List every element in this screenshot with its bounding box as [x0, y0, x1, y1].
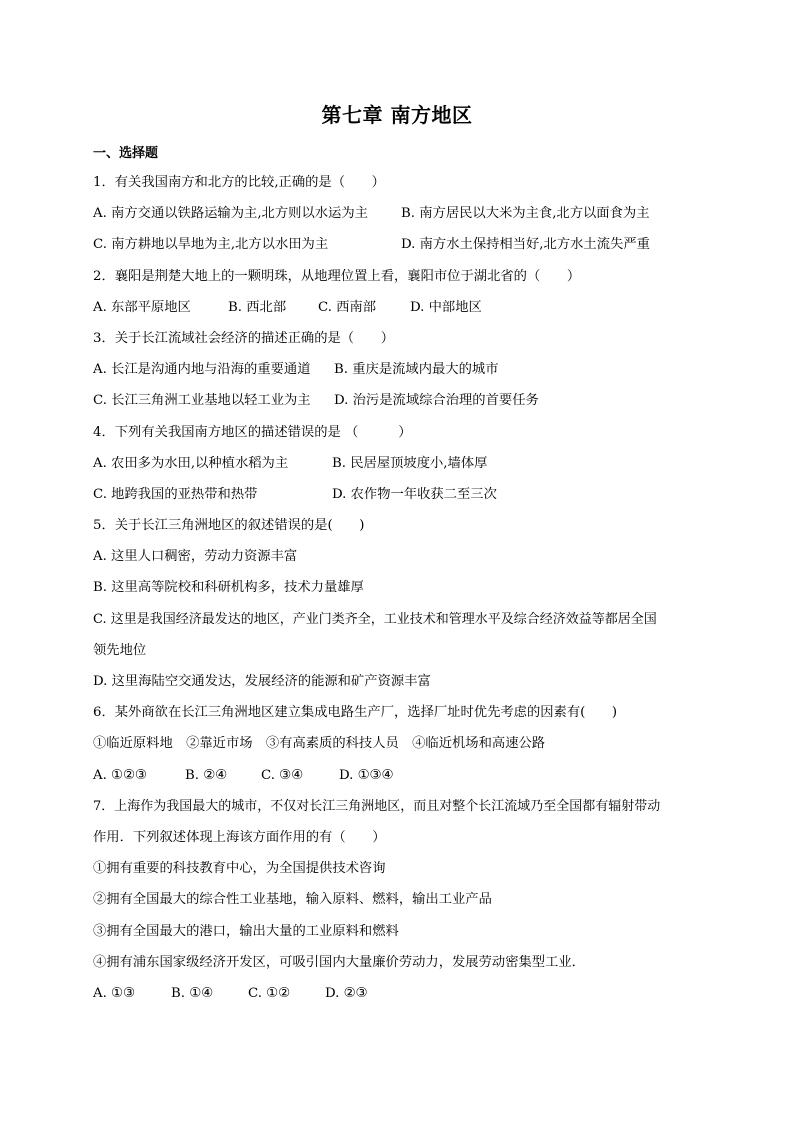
section-heading: 一、选择题	[93, 146, 159, 161]
page-title: 第七章 南方地区	[321, 103, 473, 127]
question-4-option-b: B. 民居屋顶坡度小,墙体厚	[332, 455, 488, 471]
question-4-stem: 4．下列有关我国南方地区的描述错误的是 （ ）	[93, 424, 412, 440]
question-5-option-b: B. 这里高等院校和科研机构多，技术力量雄厚	[93, 580, 364, 596]
question-2-stem: 2．襄阳是荆楚大地上的一颗明珠，从地理位置上看，襄阳市位于湖北省的（ ）	[93, 268, 581, 284]
question-7-option-c: C. ①②	[248, 985, 290, 1001]
question-5-option-d: D. 这里海陆空交通发达，发展经济的能源和矿产资源丰富	[93, 674, 431, 689]
question-7-stem: 7．上海作为我国最大的城市，不仅对长江三角洲地区，而且对整个长江流域乃至全国都有辐射带动	[93, 798, 661, 814]
question-3-option-b: B. 重庆是流域内最大的城市	[334, 362, 499, 378]
question-list	[93, 172, 708, 1014]
question-5-stem: 5．关于长江三角洲地区的叙述错误的是( )	[93, 518, 365, 534]
question-1-stem: 1．有关我国南方和北方的比较,正确的是（ ）	[93, 175, 385, 190]
question-5-option-a: A. 这里人口稠密，劳动力资源丰富	[93, 549, 298, 565]
question-4-options-cd	[93, 484, 708, 515]
question-7-stem-continued: 作用．下列叙述体现上海该方面作用的有（ ）	[93, 829, 386, 845]
question-3-option-a: A. 长江是沟通内地与沿海的重要通道	[93, 362, 311, 378]
question-1-options-ab	[93, 203, 708, 234]
question-6-option-b: B. ②④	[185, 767, 228, 783]
question-7-option-a: A. ①③	[93, 985, 135, 1001]
question-3-option-d: D. 治污是流域综合治理的首要任务	[334, 393, 539, 409]
question-6-option-c: C. ③④	[261, 767, 303, 783]
question-6-option-d: D. ①③④	[339, 767, 394, 783]
question-2-option-b: B. 西北部	[228, 299, 287, 315]
question-4-option-a: A. 农田多为水田,以种植水稻为主	[93, 455, 289, 471]
question-2-option-d: D. 中部地区	[410, 299, 482, 315]
question-1-option-b: B. 南方居民以大米为主食,北方以面食为主	[401, 206, 650, 222]
question-7-item-2: ②拥有全国最大的综合性工业基地，输入原料、燃料，输出工业产品	[93, 892, 492, 908]
question-1-option-c: C. 南方耕地以旱地为主,北方以水田为主	[93, 237, 329, 253]
question-5-option-c-continued: 领先地位	[93, 642, 147, 658]
question-7-item-3: ③拥有全国最大的港口，输出大量的工业原料和燃料	[93, 923, 399, 939]
question-2-option-c: C. 西南部	[318, 299, 377, 315]
question-2-options	[93, 297, 708, 328]
question-6-items: ①临近原料地 ②靠近市场 ③有高素质的科技人员 ④临近机场和高速公路	[93, 736, 546, 752]
question-7-item-1: ①拥有重要的科技教育中心，为全国提供技术咨询	[93, 861, 386, 877]
question-3-options-ab	[93, 359, 708, 390]
question-1-option-a: A. 南方交通以铁路运输为主,北方则以水运为主	[93, 206, 368, 222]
question-3-stem: 3．关于长江流域社会经济的描述正确的是（ ）	[93, 330, 394, 346]
question-4-option-d: D. 农作物一年收获二至三次	[332, 486, 497, 502]
question-2-option-a: A. 东部平原地区	[93, 299, 191, 315]
question-7-options	[93, 983, 708, 1014]
question-7-option-b: B. ①④	[171, 985, 214, 1001]
question-6-option-a: A. ①②③	[93, 767, 147, 783]
question-4-option-c: C. 地跨我国的亚热带和热带	[93, 486, 258, 502]
question-7-option-d: D. ②③	[325, 985, 368, 1001]
question-7-item-4: ④拥有浦东国家级经济开发区，可吸引国内大量廉价劳动力，发展劳动密集型工业．	[93, 954, 585, 970]
question-6-options	[93, 765, 708, 796]
question-6-stem: 6．某外商欲在长江三角洲地区建立集成电路生产厂，选择厂址时优先考虑的因素有( )	[93, 705, 618, 721]
question-4-options-ab	[93, 453, 708, 484]
question-1-options-cd	[93, 234, 708, 265]
question-5-option-c: C. 这里是我国经济最发达的地区，产业门类齐全，工业技术和管理水平及综合经济效益等都居全国	[93, 611, 657, 627]
question-3-options-cd	[93, 390, 708, 421]
question-1-option-d: D. 南方水土保持相当好,北方水土流失严重	[401, 237, 650, 253]
question-3-option-c: C. 长江三角洲工业基地以轻工业为主	[93, 393, 311, 409]
